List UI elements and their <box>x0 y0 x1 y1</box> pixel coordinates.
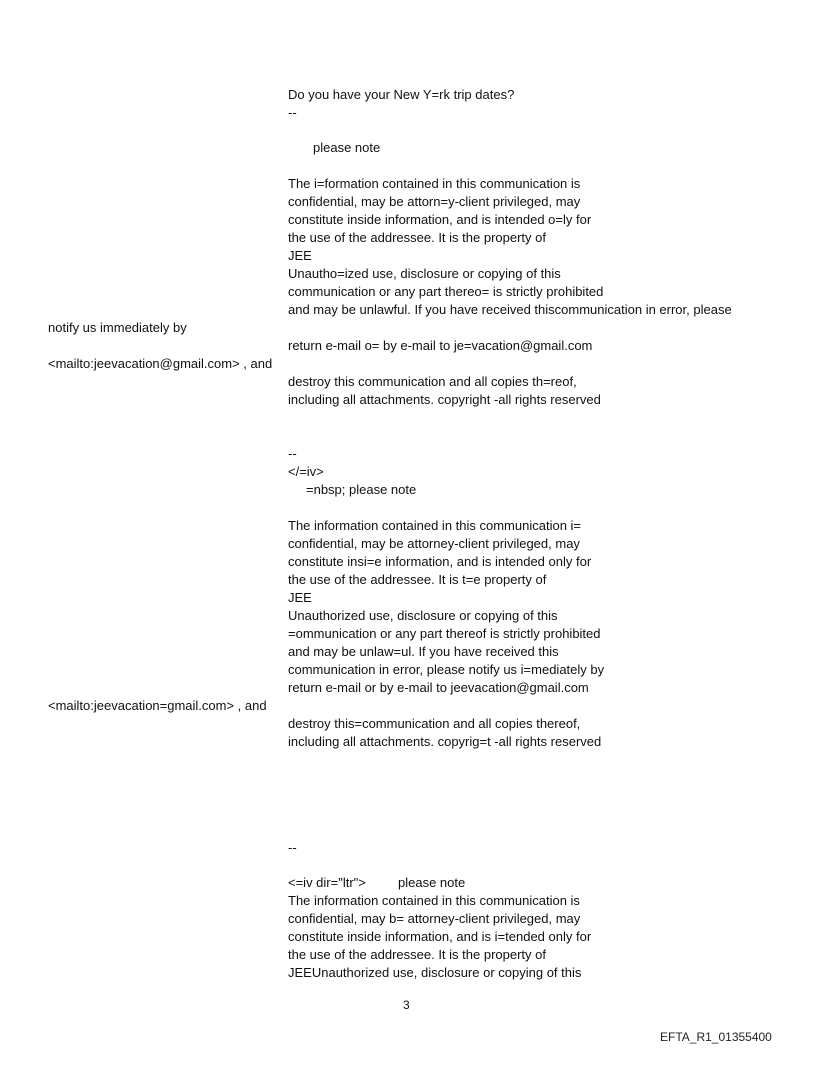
body-line: The information contained in this communication is <box>288 893 580 908</box>
html-tag-line: </=iv> <box>288 464 324 479</box>
body-line: the use of the addressee. It is the property of <box>288 947 546 962</box>
body-line: =ommunication or any part thereof is strictly prohibited <box>288 626 601 641</box>
body-line: JEE <box>288 248 312 263</box>
body-line: communication in error, please notify us i=mediately by <box>288 662 605 677</box>
separator: -- <box>288 446 297 461</box>
body-line: destroy this communication and all copies th=reof, <box>288 374 577 389</box>
body-line: constitute inside information, and is i=tended only for <box>288 929 592 944</box>
notify-line: notify us immediately by <box>48 320 187 335</box>
document-id: EFTA_R1_01355400 <box>660 1030 772 1044</box>
body-line: JEE <box>288 590 312 605</box>
body-line: including all attachments. copyright -all rights reserved <box>288 392 601 407</box>
note-heading: please note <box>398 875 466 890</box>
body-line: Unautho=ized use, disclosure or copying of this <box>288 266 561 281</box>
body-line: and may be unlaw=ul. If you have received this <box>288 644 559 659</box>
body-line: The information contained in this communication i= <box>288 518 582 533</box>
body-line: the use of the addressee. It is the property of <box>288 230 546 245</box>
body-line: including all attachments. copyrig=t -all rights reserved <box>288 734 602 749</box>
note-heading: please note <box>313 140 381 155</box>
body-line: communication or any part thereo= is strictly prohibited <box>288 284 604 299</box>
mailto-line: <mailto:jeevacation=gmail.com> , and <box>48 698 267 713</box>
body-line: constitute inside information, and is intended o=ly for <box>288 212 592 227</box>
body-line: The i=formation contained in this communication is <box>288 176 581 191</box>
mailto-line: <mailto:jeevacation@gmail.com> , and <box>48 356 273 371</box>
body-line: constitute insi=e information, and is intended only for <box>288 554 592 569</box>
body-line: the use of the addressee. It is t=e property of <box>288 572 547 587</box>
body-line: confidential, may be attorn=y-client privileged, may <box>288 194 581 209</box>
html-tag-line: <=iv dir="ltr"> <box>288 875 366 890</box>
return-email-line: return e-mail or by e-mail to jeevacation@gmail.com <box>288 680 589 695</box>
body-line: confidential, may b= attorney-client privileged, may <box>288 911 581 926</box>
body-line: confidential, may be attorney-client privileged, may <box>288 536 580 551</box>
body-line: Unauthorized use, disclosure or copying of this <box>288 608 558 623</box>
separator: -- <box>288 105 297 120</box>
body-line: destroy this=communication and all copies thereof, <box>288 716 581 731</box>
return-email-line: return e-mail o= by e-mail to je=vacation@gmail.com <box>288 338 593 353</box>
page-number: 3 <box>403 998 410 1012</box>
note-heading: =nbsp; please note <box>306 482 417 497</box>
separator: -- <box>288 840 297 855</box>
body-line: JEEUnauthorized use, disclosure or copying of this <box>288 965 582 980</box>
question-line: Do you have your New Y=rk trip dates? <box>288 87 515 102</box>
body-line: and may be unlawful. If you have received thiscommunication in error, please <box>288 302 732 317</box>
